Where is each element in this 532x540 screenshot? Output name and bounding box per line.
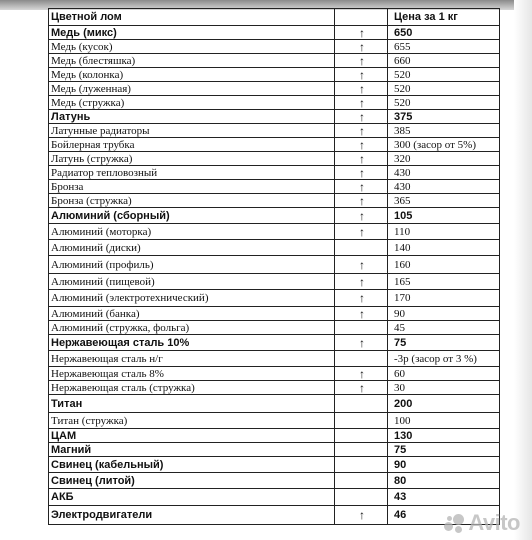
table-row [49, 443, 500, 457]
price-value: 105 [388, 208, 500, 224]
price-value: 110 [388, 224, 500, 240]
material-name: Медь (кусок) [49, 40, 335, 54]
material-name: Латунь (стружка) [49, 152, 335, 166]
up-arrow-icon [335, 351, 388, 367]
header-name-cell: Цветной лом [49, 9, 335, 26]
up-arrow-icon: ↑ [335, 274, 388, 290]
up-arrow-icon: ↑ [335, 381, 388, 395]
table-row [49, 194, 500, 208]
price-value: 520 [388, 96, 500, 110]
material-name: Медь (стружка) [49, 96, 335, 110]
material-name: Титан (стружка) [49, 413, 335, 429]
table-row [49, 413, 500, 429]
price-value: 650 [388, 26, 500, 40]
price-value: 430 [388, 166, 500, 180]
table-row [49, 68, 500, 82]
material-name: Бронза (стружка) [49, 194, 335, 208]
material-name: Нержавеющая сталь 8% [49, 367, 335, 381]
table-row [49, 208, 500, 224]
up-arrow-icon [335, 429, 388, 443]
table-row [49, 335, 500, 351]
up-arrow-icon: ↑ [335, 40, 388, 54]
price-value: 90 [388, 307, 500, 321]
material-name: Бронза [49, 180, 335, 194]
table-row [49, 473, 500, 489]
header-arrow-cell [335, 9, 388, 26]
table-row [49, 381, 500, 395]
price-value: 75 [388, 443, 500, 457]
up-arrow-icon [335, 240, 388, 256]
material-name: ЦАМ [49, 429, 335, 443]
material-name: Нержавеющая сталь н/г [49, 351, 335, 367]
up-arrow-icon: ↑ [335, 124, 388, 138]
watermark-text: Avito [468, 510, 520, 535]
up-arrow-icon [335, 395, 388, 413]
up-arrow-icon: ↑ [335, 26, 388, 40]
material-name: Свинец (литой) [49, 473, 335, 489]
up-arrow-icon: ↑ [335, 256, 388, 274]
table-row [49, 457, 500, 473]
material-name: Медь (колонка) [49, 68, 335, 82]
material-name: Нержавеющая сталь 10% [49, 335, 335, 351]
price-value: 45 [388, 321, 500, 335]
table-row [49, 307, 500, 321]
table-row [49, 256, 500, 274]
table-row [49, 138, 500, 152]
material-name: Алюминий (стружка, фольга) [49, 321, 335, 335]
table-row [49, 110, 500, 124]
price-value: 520 [388, 68, 500, 82]
up-arrow-icon: ↑ [335, 506, 388, 525]
price-value: 75 [388, 335, 500, 351]
up-arrow-icon: ↑ [335, 166, 388, 180]
price-value: 375 [388, 110, 500, 124]
table-row [49, 166, 500, 180]
avito-logo-icon [444, 514, 464, 534]
up-arrow-icon: ↑ [335, 208, 388, 224]
up-arrow-icon: ↑ [335, 224, 388, 240]
price-value: 60 [388, 367, 500, 381]
material-name: Алюминий (диски) [49, 240, 335, 256]
up-arrow-icon: ↑ [335, 367, 388, 381]
table-row [49, 367, 500, 381]
table-row [49, 321, 500, 335]
material-name: Медь (блестяшка) [49, 54, 335, 68]
page-edge-shadow [514, 0, 532, 540]
material-name: Латунные радиаторы [49, 124, 335, 138]
table-row [49, 82, 500, 96]
up-arrow-icon: ↑ [335, 180, 388, 194]
table-row [49, 26, 500, 40]
up-arrow-icon [335, 457, 388, 473]
material-name: Алюминий (пищевой) [49, 274, 335, 290]
price-value: 385 [388, 124, 500, 138]
up-arrow-icon: ↑ [335, 138, 388, 152]
header-price-cell: Цена за 1 кг [388, 9, 500, 26]
material-name: Алюминий (сборный) [49, 208, 335, 224]
price-value: 80 [388, 473, 500, 489]
table-row [49, 40, 500, 54]
table-row [49, 395, 500, 413]
table-row [49, 180, 500, 194]
table-row [49, 489, 500, 506]
price-value: 46 [388, 506, 500, 525]
price-value: 160 [388, 256, 500, 274]
price-value: 300 (засор от 5%) [388, 138, 500, 152]
table-row [49, 240, 500, 256]
material-name: Свинец (кабельный) [49, 457, 335, 473]
price-value: 660 [388, 54, 500, 68]
up-arrow-icon: ↑ [335, 68, 388, 82]
material-name: Магний [49, 443, 335, 457]
material-name: Латунь [49, 110, 335, 124]
up-arrow-icon: ↑ [335, 307, 388, 321]
table-row [49, 224, 500, 240]
price-value: 30 [388, 381, 500, 395]
material-name: Алюминий (профиль) [49, 256, 335, 274]
table-row [49, 274, 500, 290]
up-arrow-icon [335, 413, 388, 429]
material-name: Медь (микс) [49, 26, 335, 40]
material-name: Алюминий (электротехнический) [49, 290, 335, 307]
up-arrow-icon: ↑ [335, 152, 388, 166]
table-row [49, 124, 500, 138]
up-arrow-icon: ↑ [335, 194, 388, 208]
up-arrow-icon: ↑ [335, 290, 388, 307]
material-name: АКБ [49, 489, 335, 506]
table-row [49, 290, 500, 307]
price-value: 655 [388, 40, 500, 54]
up-arrow-icon [335, 321, 388, 335]
up-arrow-icon: ↑ [335, 96, 388, 110]
price-value: 320 [388, 152, 500, 166]
price-value: 43 [388, 489, 500, 506]
avito-watermark [444, 510, 520, 536]
table-row [49, 152, 500, 166]
price-list-sheet [48, 8, 499, 525]
table-row [49, 351, 500, 367]
price-value: 430 [388, 180, 500, 194]
up-arrow-icon: ↑ [335, 54, 388, 68]
material-name: Алюминий (моторка) [49, 224, 335, 240]
price-value: 200 [388, 395, 500, 413]
material-name: Радиатор тепловозный [49, 166, 335, 180]
table-header-row [49, 9, 500, 26]
material-name: Электродвигатели [49, 506, 335, 525]
up-arrow-icon: ↑ [335, 110, 388, 124]
price-value: 165 [388, 274, 500, 290]
price-value: 130 [388, 429, 500, 443]
material-name: Нержавеющая сталь (стружка) [49, 381, 335, 395]
table-row [49, 54, 500, 68]
up-arrow-icon [335, 473, 388, 489]
material-name: Титан [49, 395, 335, 413]
up-arrow-icon [335, 443, 388, 457]
price-value: 365 [388, 194, 500, 208]
up-arrow-icon: ↑ [335, 335, 388, 351]
table-row [49, 96, 500, 110]
up-arrow-icon [335, 489, 388, 506]
price-table [48, 8, 500, 525]
price-value: 90 [388, 457, 500, 473]
price-value: 170 [388, 290, 500, 307]
price-value: 140 [388, 240, 500, 256]
price-value: 520 [388, 82, 500, 96]
material-name: Бойлерная трубка [49, 138, 335, 152]
table-row [49, 506, 500, 525]
price-value: 100 [388, 413, 500, 429]
material-name: Медь (луженная) [49, 82, 335, 96]
price-value: -3р (засор от 3 %) [388, 351, 500, 367]
material-name: Алюминий (банка) [49, 307, 335, 321]
up-arrow-icon: ↑ [335, 82, 388, 96]
table-row [49, 429, 500, 443]
